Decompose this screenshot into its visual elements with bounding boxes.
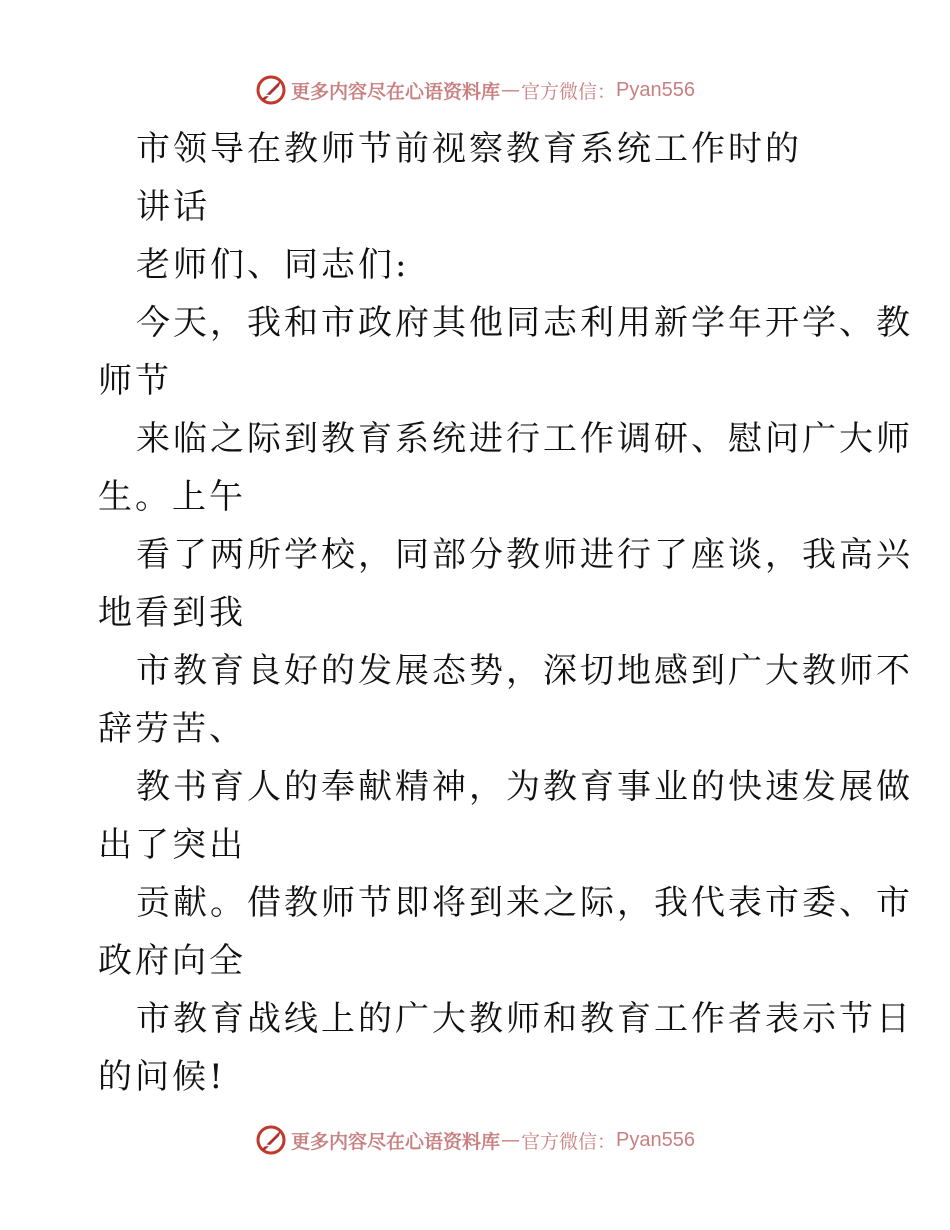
pen-logo-icon: [255, 1124, 287, 1156]
doc-line-14: 政府向全: [98, 941, 246, 981]
doc-line-12: 出了突出: [98, 825, 246, 865]
footer-watermark-banner: [0, 1120, 950, 1160]
doc-line-10: 辞劳苦、: [98, 709, 246, 749]
promo-text: 更多内容尽在心语资料库: [291, 1130, 501, 1153]
banner-dash: —: [501, 79, 521, 101]
wechat-id: Pyan556: [616, 1128, 695, 1151]
doc-line-7: 看了两所学校，同部分教师进行了座谈，我高兴: [136, 535, 913, 575]
banner-dash: —: [501, 1129, 521, 1151]
doc-title-line-2: 讲话: [136, 187, 210, 227]
header-watermark-banner: [0, 70, 950, 110]
doc-line-6: 生。上午: [98, 477, 246, 517]
doc-line-9: 市教育良好的发展态势，深切地感到广大教师不: [136, 651, 913, 691]
doc-line-16: 的问候!: [98, 1057, 226, 1097]
wechat-id: Pyan556: [616, 78, 695, 101]
wechat-label: 官方微信：: [521, 80, 617, 103]
doc-line-5: 来临之际到教育系统进行工作调研、慰问广大师: [136, 419, 913, 459]
doc-line-3: 今天，我和市政府其他同志利用新学年开学、教: [136, 303, 913, 343]
doc-line-4: 师节: [98, 361, 172, 401]
doc-line-11: 教书育人的奉献精神，为教育事业的快速发展做: [136, 767, 913, 807]
doc-line-15: 市教育战线上的广大教师和教育工作者表示节日: [136, 999, 913, 1039]
doc-line-8: 地看到我: [98, 593, 246, 633]
pen-logo-icon: [255, 74, 287, 106]
wechat-label: 官方微信：: [521, 1130, 617, 1153]
doc-salutation: 老师们、同志们:: [136, 245, 410, 285]
doc-line-13: 贡献。借教师节即将到来之际，我代表市委、市: [136, 883, 913, 923]
doc-title-line-1: 市领导在教师节前视察教育系统工作时的: [136, 129, 802, 169]
promo-text: 更多内容尽在心语资料库: [291, 80, 501, 103]
